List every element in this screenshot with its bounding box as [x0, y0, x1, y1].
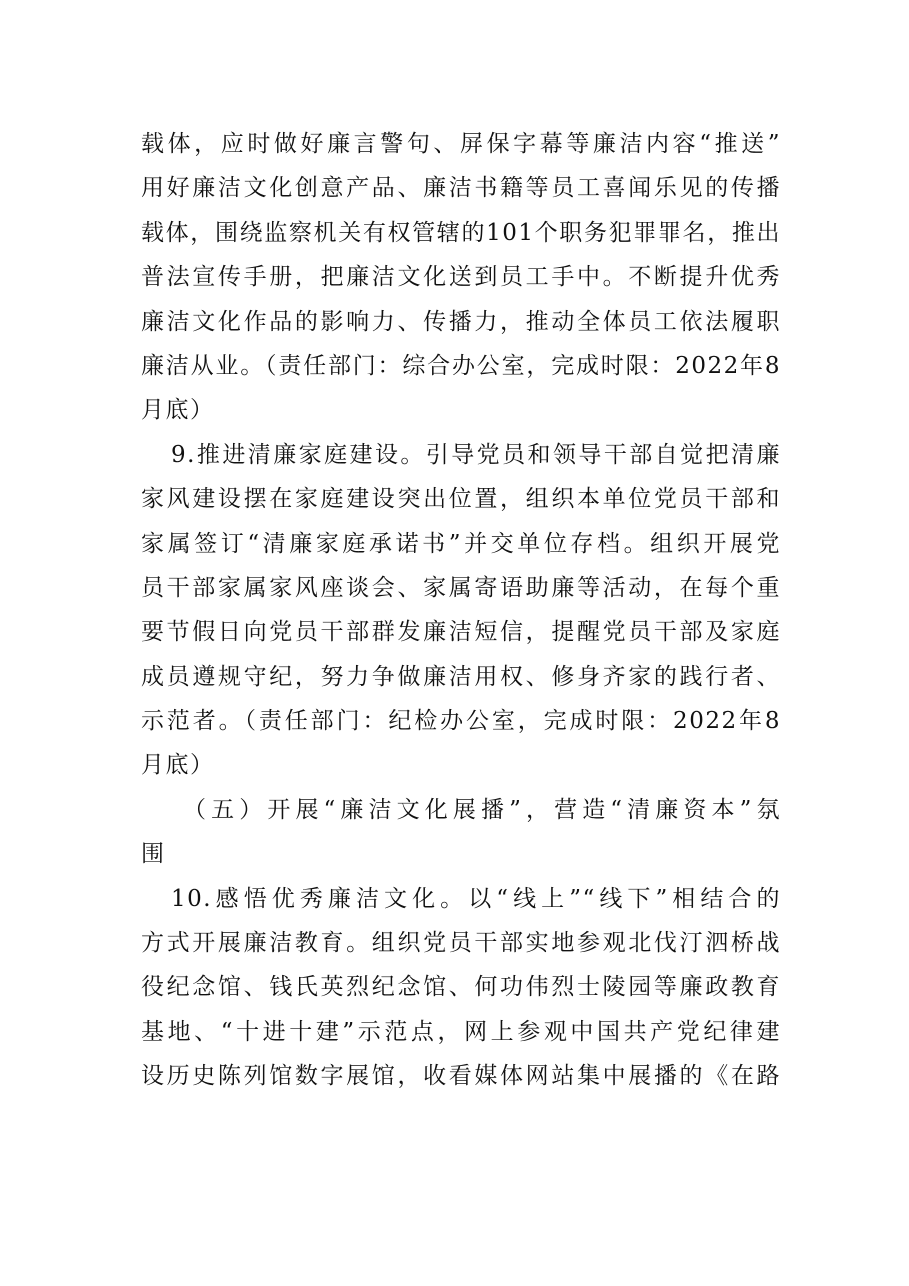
- heading-line: 围: [141, 841, 166, 868]
- text-line: 役纪念馆、钱氏英烈纪念馆、何功伟烈士陵园等廉政教育: [141, 974, 781, 1001]
- section-heading-5: [141, 788, 781, 877]
- text-line: 要节假日向党员干部群发廉洁短信，提醒党员干部及家庭: [141, 619, 781, 646]
- text-line: 廉洁文化作品的影响力、传播力，推动全体员工依法履职: [141, 308, 781, 335]
- text-line: 设历史陈列馆数字展馆，收看媒体网站集中展播的《在路: [141, 1063, 781, 1090]
- text-line: 员干部家属家风座谈会、家属寄语助廉等活动，在每个重: [141, 574, 781, 601]
- text-line: 廉洁从业。（责任部门：综合办公室，完成时限：2022年8: [141, 352, 781, 379]
- text-line: 月底）: [141, 397, 215, 424]
- text-line: 载体，围绕监察机关有权管辖的101个职务犯罪罪名，推出: [141, 219, 781, 246]
- text-line: 普法宣传手册，把廉洁文化送到员工手中。不断提升优秀: [141, 264, 781, 291]
- text-line: 成员遵规守纪，努力争做廉洁用权、修身齐家的践行者、: [141, 663, 781, 690]
- paragraph-item-10: [141, 877, 781, 1099]
- document-body: [141, 122, 781, 1099]
- text-line: 月底）: [141, 752, 215, 779]
- text-line: 家风建设摆在家庭建设突出位置，组织本单位党员干部和: [141, 486, 781, 513]
- text-line: 基地、“十进十建”示范点，网上参观中国共产党纪律建: [141, 1018, 781, 1045]
- heading-line: （五）开展“廉洁文化展播”，营造“清廉资本”氛: [183, 796, 781, 823]
- paragraph-cultural-carriers: [141, 122, 781, 433]
- text-line: 家属签订“清廉家庭承诺书”并交单位存档。组织开展党: [141, 530, 781, 557]
- paragraph-item-9: [141, 433, 781, 788]
- text-line: 9.推进清廉家庭建设。引导党员和领导干部自觉把清廉: [171, 441, 781, 468]
- text-line: 10.感悟优秀廉洁文化。以“线上”“线下”相结合的: [171, 885, 781, 912]
- text-line: 载体，应时做好廉言警句、屏保字幕等廉洁内容“推送”: [141, 131, 781, 157]
- text-line: 用好廉洁文化创意产品、廉洁书籍等员工喜闻乐见的传播: [141, 175, 781, 202]
- text-line: 方式开展廉洁教育。组织党员干部实地参观北伐汀泗桥战: [141, 930, 781, 957]
- text-line: 示范者。（责任部门：纪检办公室，完成时限：2022年8: [141, 708, 781, 735]
